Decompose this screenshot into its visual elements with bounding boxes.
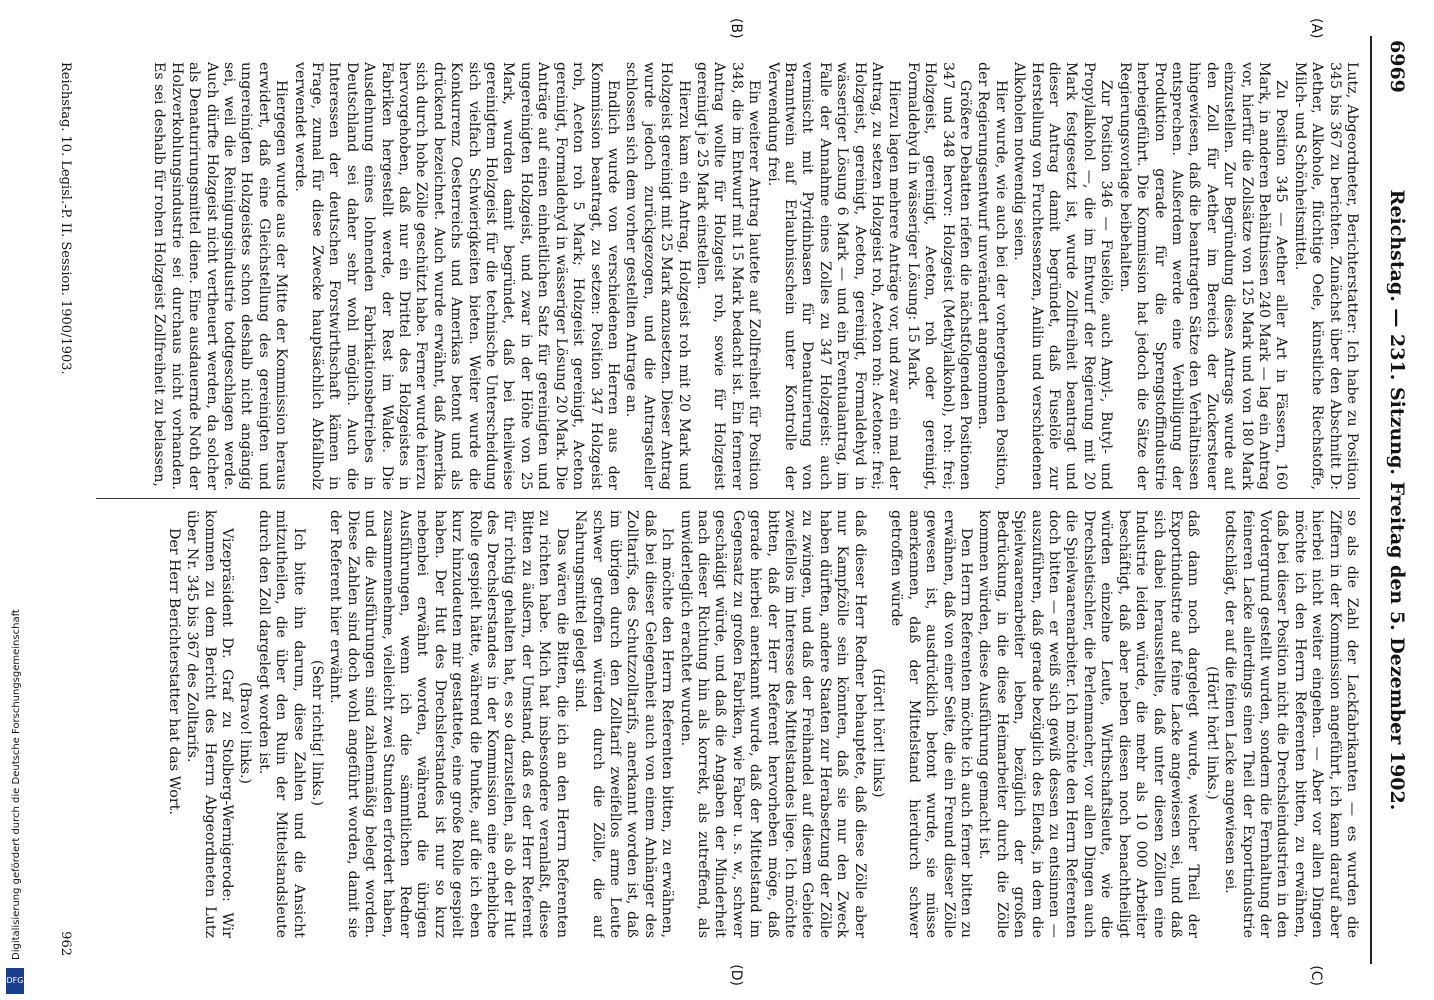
column-divider	[96, 498, 1360, 499]
paragraph: Ich möchte den Herrn Referenten bitten, zu erwähnen, daß bei dieser Gelegenheit auch von einem Anhänger des Zolltarifs, des Schutzzolltarifs, anerkannt worden ist, daß im übrigen durch den Zolltarif zweifellos arme Leute schwer getroffen würden durch die Zölle, die auf Nahrungsmittel gelegt sind.	[572, 510, 676, 938]
interjection: (Sehr richtig! links.)	[309, 659, 326, 807]
interjection: (Hört! hört! links)	[870, 668, 887, 798]
page-title: Reichstag. — 231. Sitzung. Freitag den 5. Dezember 1902.	[1386, 189, 1408, 811]
paragraph: daß dann noch dargelegt wurde, welcher Theil der Exportindustrie auf feine Lacke angewiesen sei, und daß sich dabei herausstellte, daß unter diesen Zöllen eine Industrie leiden würde, die mehr als 10 000 Arbeiter beschäftigt, daß aber neben diesen noch benachtheiligt würden einzelne Leute, Wirthschaftsleute, wie die Drechsletischler, die Perlenmacher, vor allen Dingen auch die Spielwaarenarbeiter. Ich möchte den Herrn Referenten doch bitten — er weiß sich gewiß dessen zu entsinnen — auszuführen, daß gerade bezüglich des Elends, in dem die Spielwaarenarbeiter leben, bezüglich der großen Bedrückung, in die diese Heimarbeiter durch die Zölle kommen würden, diese Ausführung gemacht ist.	[976, 510, 1202, 938]
paragraph: Lutz, Abgeordneter, Berichterstatter: Ich habe zu Position 345 bis 367 zu berichten. Zunächst über den Abschnitt D: Aether, Alkohole, flüchtige Oele, künstliche Riechstoffe, Milch- und Schönheitsmittel.	[1291, 62, 1360, 490]
dfg-logo-icon: DFG	[6, 968, 24, 994]
margin-marker-b: (B)	[728, 18, 744, 39]
paragraph: Den Herrn Referenten möchte ich auch ferner bitten zu erwähnen, daß von einer Seite, die ein Freund dieser Zölle gewesen ist, ausdrücklich betont wurde, sie müsse anerkennen, daß der Mittelstand hierdurch schwer getroffen würde	[888, 510, 975, 938]
right-column	[90, 510, 1360, 938]
footer-page-number: 962	[58, 931, 73, 956]
paragraph: Hier wurde, wie auch bei der vorhergehenden Position, der Regierungsentwurf unverändert angenommen.	[975, 62, 1009, 490]
margin-marker-a: (A)	[1308, 18, 1324, 39]
paragraph: Größere Debatten riefen die nächstfolgenden Positionen 347 und 348 hervor: Holzgeist (Methylalkohol), roh: frei; Holzgeist, gereinigt, Aceton, roh oder gereinigt, Formaldehyd in wässeriger Lösung: 15 Mark.	[904, 62, 974, 490]
paragraph: Zur Position 346 — Fuselöle, auch Amyl-, Butyl- und Propylalkohol —, die im Entwurf der Regierung mit 20 Mark festgesetzt ist, wurde Zollfreiheit beantragt und dieser Antrag damit begründet, daß Fuselöle zur Herstellung von Fruchtessenzen, Anilin und verschiedenen Alkoholen notwendig seien.	[1011, 62, 1115, 490]
paragraph: Hierzu kam ein Antrag, Holzgeist roh mit 20 Mark und Holzgeist gereinigt mit 25 Mark anzusetzen. Dieser Antrag wurde jedoch zurückgezogen, und die Antragsteller schlossen sich dem vorher gestellten Antrage an.	[623, 62, 692, 490]
interjection: (Hört! hört! links.)	[1203, 666, 1220, 800]
speaker-paragraph: Vizepräsident Dr. Graf zu Stolberg-Wernigerode: Wir kommen zu dem Bericht des Herrn Abgeordneten Lutz über Nr. 345 bis 367 des Zolltarifs.	[184, 510, 235, 938]
page-header	[1378, 40, 1408, 960]
paragraph: daß dieser Herr Redner behauptete, daß diese Zölle aber nur Kampfzölle sein könnten, daß sie nur den Zweck haben dürften, andere Staaten zur Herabsetzung der Zölle zu zwingen, und daß der Freihandel auf diesem Gebiete zweifellos im Interesse des Mittelstandes liege. Ich möchte bitten, daß der Herr Referent hervorheben möge, daß gerade hierbei anerkannt wurde, daß der Mittelstand im Gegensatz zu großen Fabriken, wie Faber u. s. w., schwer geschädigt würde, und daß die Angaben der Minderheit nach dieser Richtung hin als korrekt, als zutreffend, als unwiderleglich erachtet wurden.	[677, 510, 868, 938]
paragraph: Das wären die Bitten, die ich an den Herrn Referenten zu richten habe. Mich hat insbesondere veranlaßt, diese Bitten zu äußern, der Umstand, daß es der Herr Referent für richtig gehalten hat, es so darzustellen, als ob der Hut des Drechslerstandes in der Kommission eine erhebliche Rolle gespielt hätte, während die Punkte, auf die ich eben kurz hinzudeuten mir gestattete, eine große Rolle gespielt haben. Der Hut des Drechslerstandes ist nur so kurz nebenbei erwähnt worden, während die übrigen Ausführungen, wenn ich die sämmtlichen Redner zusammennehme, vielleicht zwei Stunden erfordert haben, und die Ausführungen sind zahlenmäßig belegt worden. Diese Zahlen sind doch wohl angeführt worden, damit sie der Referent hier erwähnt.	[327, 510, 570, 938]
header-rule	[1370, 36, 1372, 964]
paragraph: so als die Zahl der Lackfabrikanten — es wurden die Ziffern in der Kommission angeführt, ich kann darauf aber hierbei nicht weiter eingehen. — Aber vor allen Dingen möchte ich den Herrn Referenten bitten, zu erwähnen, daß bei dieser Position nicht die Drechsleindustrien in den Vordergrund gestellt wurden, sondern die Fernhaltung der feineren Lacke allerdings einen Theil der Exportindustrie todtschlägt, der auf die feinen Lacke angewiesen sei.	[1222, 510, 1360, 938]
left-column	[90, 62, 1360, 490]
paragraph: Der Herr Berichterstatter hat das Wort.	[165, 528, 182, 815]
dfg-funding-note: Digitalisierung gefördert durch die Deutsche Forschungsgemeinschaft	[11, 609, 22, 960]
paragraph: Hierzu lagen mehrere Anträge vor, und zwar ein mal der Antrag, zu setzen Holzgeist roh, Aceton roh: Acetone: frei; Holzgeist, gereinigt, Aceton, gereinigt, Formaldehyd in wässeriger Lösung 6 Mark — und ein Eventualantrag, im Falle der Annahme eines Zolles zu 347 Holzgeist: auch vermischt mit Pyridinbasen für Denaturierung von Branntwein auf Erlaubnisschein unter Kontrolle der Verwendung frei.	[764, 62, 903, 490]
footer-citation: Reichstag. 10. Legisl.-P. II. Session. 1900/1903.	[58, 62, 73, 375]
margin-marker-d: (D)	[728, 964, 744, 986]
margin-marker-c: (C)	[1308, 965, 1324, 986]
page-number: 6969	[1386, 40, 1408, 93]
paragraph: Ein weiterer Antrag lautete auf Zollfreiheit für Position 348, die im Entwurf mit 15 Mark bedacht ist. Ein fernerer Antrag wollte für Holzgeist roh, sowie für Holzgeist gereinigt je 25 Mark einstellen.	[693, 62, 763, 490]
paragraph: Ich bitte ihn darum, diese Zahlen und die Ansicht mitzutheilen, die über den Ruin der Mittelstandsleute durch den Zoll dargelegt worden ist.	[255, 510, 307, 938]
paragraph: Hiergegen wurde aus der Mitte der Kommission heraus erwidert, daß eine Gleichstellung des gereinigten und ungereinigten Holzgeistes schon deshalb nicht angängig sei, weil die Reinigungsindustrie todtgeschlagen werde. Auch dürfte Holzgeist nicht vertheuert werden, da solcher als Denaturirungsmittel diene. Eine ausdauernde Noth der Holzverkohlungsindustrie sei durchaus nicht vorhanden. Es sei deshalb für rohen Holzgeist Zollfreiheit zu belassen,	[151, 62, 290, 490]
paragraph: Zu Position 345 — Aether aller Art in Fässern, 160 Mark, in anderen Behältnissen 240 Mark — lag ein Antrag vor, hierfür die Zollsätze von 125 Mark und von 180 Mark einzustellen. Zur Begründung dieses Antrags wurde auf den Zoll für Aether im Bereich der Zuckersteuer hingewiesen, daß die beantragten Sätze den Verhältnissen entsprechen. Außerdem werde eine Verbilligung der Produktion gerade für die Sprengstoffindustrie herbeigeführt. Die Kommission hat jedoch die Sätze der Regierungsvorlage beibehalten.	[1116, 62, 1290, 490]
interjection: (Bravo! links.)	[237, 681, 254, 785]
paragraph: Endlich wurde von verschiedenen Herren aus der Kommission beantragt, zu setzen: Position 347 Holzgeist roh, Aceton roh 5 Mark; Holzgeist gereinigt, Aceton gereinigt, Formaldehyd in wässeriger Lösung 20 Mark. Die Anträge auf einen einheitlichen Satz für gereinigten und ungereinigten Holzgeist, und zwar in der Höhe von 25 Mark, wurden damit begründet, daß bei theilweise gereinigtem Holzgeist für die technische Unterscheidung sich vielfach Schwierigkeiten bieten. Weiter wurde die Konkurrenz Oesterreichs und Amerikas betont und als drückend bezeichnet. Auch wurde erwähnt, daß Amerika sich durch hohe Zölle geschützt habe. Ferner wurde hierzu hervorgehoben, daß nur ein Drittel des Holzgeistes in Fabriken hergestellt werde, der Rest im Walde. Die Ausdehnung eines lohnenden Fabrikationsbetriebes in Deutschland sei daher sehr wohl möglich. Auch die Interessen der deutschen Forstwirthschaft kämen in Frage, zumal für diese Zwecke hauptsächlich Abfallholz verwendet werde.	[291, 62, 621, 490]
